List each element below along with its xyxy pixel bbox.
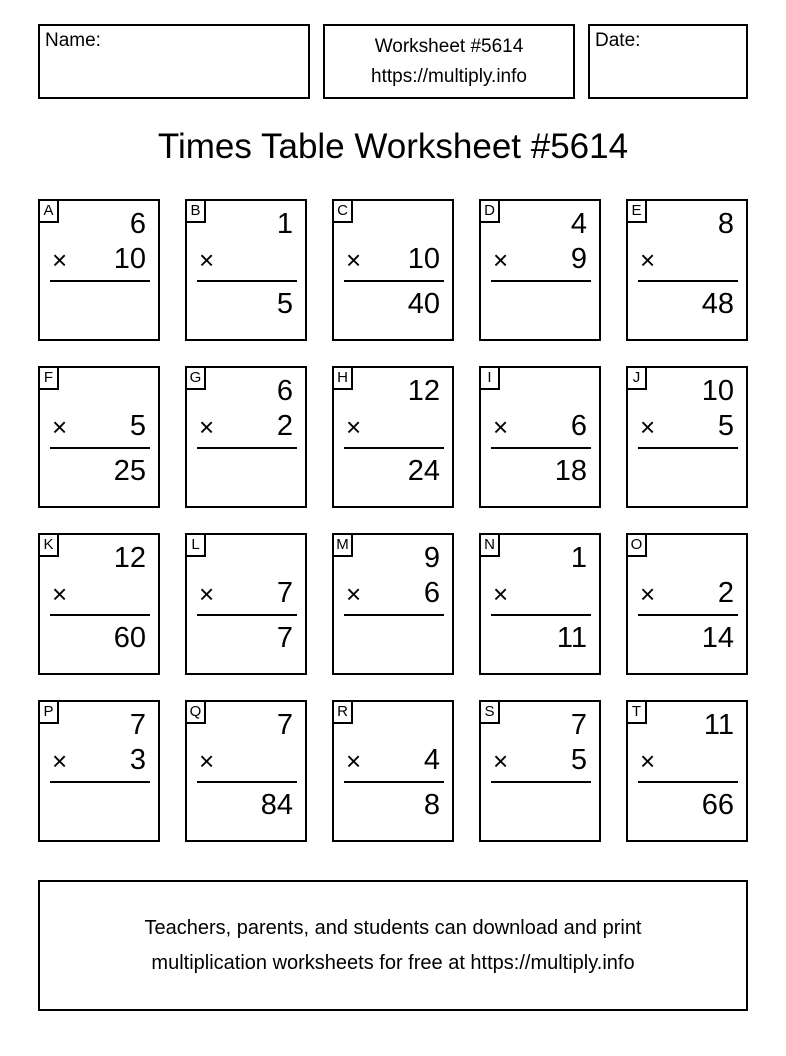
footer-line-1: Teachers, parents, and students can download and print [144,916,642,939]
bottom-factor: 6 [570,410,587,442]
problem-k [38,533,160,675]
top-factor: 1 [276,208,293,240]
product: 48 [701,288,734,320]
answer-line [638,781,738,783]
bottom-factor: 2 [717,577,734,609]
date-label: Date: [595,30,641,51]
problem-letter: N [481,535,500,557]
times-symbol: × [640,746,656,776]
problem-letter: G [187,368,206,390]
top-factor: 6 [129,208,146,240]
problem-letter: B [187,201,206,223]
problem-letter: S [481,702,500,724]
page-title: Times Table Worksheet #5614 [157,127,629,166]
answer-line [197,614,297,616]
answer-line [638,280,738,282]
top-factor: 7 [276,709,293,741]
times-symbol: × [493,412,509,442]
product: 18 [554,455,587,487]
problem-s [479,700,601,842]
problem-letter: E [628,201,647,223]
top-factor: 10 [701,375,734,407]
problem-letter: D [481,201,500,223]
bottom-factor: 3 [129,744,146,776]
bottom-factor: 10 [407,243,440,275]
answer-line [344,447,444,449]
product: 5 [276,288,293,320]
product: 8 [423,789,440,821]
name-field-box[interactable] [38,24,310,99]
times-symbol: × [346,412,362,442]
problem-m [332,533,454,675]
bottom-factor: 2 [276,410,293,442]
product: 24 [407,455,440,487]
times-symbol: × [199,579,215,609]
problem-letter: L [187,535,206,557]
times-symbol: × [346,746,362,776]
problem-f [38,366,160,508]
problem-e [626,199,748,341]
top-factor: 6 [276,375,293,407]
problem-n [479,533,601,675]
times-symbol: × [52,245,68,275]
answer-line [344,614,444,616]
answer-line [491,280,591,282]
answer-line [638,447,738,449]
problem-letter: F [40,368,59,390]
problem-r [332,700,454,842]
answer-line [50,781,150,783]
times-symbol: × [199,245,215,275]
problem-letter: O [628,535,647,557]
date-field-box[interactable] [588,24,748,99]
bottom-factor: 4 [423,744,440,776]
footer-line-2: multiplication worksheets for free at https://multiply.info [151,951,635,974]
problem-letter: H [334,368,353,390]
top-factor: 11 [703,709,734,741]
times-symbol: × [493,746,509,776]
times-symbol: × [346,245,362,275]
answer-line [197,447,297,449]
problem-letter: R [334,702,353,724]
problem-letter: A [40,201,59,223]
times-symbol: × [52,579,68,609]
problem-h [332,366,454,508]
answer-line [491,447,591,449]
times-symbol: × [640,579,656,609]
times-symbol: × [493,245,509,275]
problem-i [479,366,601,508]
times-symbol: × [199,746,215,776]
problem-letter: T [628,702,647,724]
top-factor: 12 [407,375,440,407]
product: 11 [556,622,587,654]
answer-line [491,781,591,783]
footer-note [38,880,748,1011]
bottom-factor: 9 [570,243,587,275]
top-factor: 12 [113,542,146,574]
times-symbol: × [640,245,656,275]
top-factor: 4 [570,208,587,240]
problem-letter: J [628,368,647,390]
problem-a [38,199,160,341]
problem-grid [38,199,748,842]
problem-d [479,199,601,341]
times-symbol: × [493,579,509,609]
name-label: Name: [45,30,101,51]
bottom-factor: 5 [129,410,146,442]
product: 40 [407,288,440,320]
problem-letter: M [334,535,353,557]
answer-line [344,280,444,282]
bottom-factor: 10 [113,243,146,275]
problem-c [332,199,454,341]
times-symbol: × [52,412,68,442]
bottom-factor: 5 [570,744,587,776]
answer-line [638,614,738,616]
answer-line [197,781,297,783]
product: 66 [701,789,734,821]
times-symbol: × [199,412,215,442]
top-factor: 9 [423,542,440,574]
problem-j [626,366,748,508]
times-symbol: × [640,412,656,442]
top-factor: 8 [717,208,734,240]
problem-letter: P [40,702,59,724]
top-factor: 1 [570,542,587,574]
problem-letter: Q [187,702,206,724]
answer-line [50,447,150,449]
worksheet-number: Worksheet #5614 [374,35,524,57]
product: 25 [113,455,146,487]
times-symbol: × [52,746,68,776]
product: 7 [276,622,293,654]
problem-l [185,533,307,675]
answer-line [491,614,591,616]
worksheet-info-box [323,24,575,99]
problem-b [185,199,307,341]
answer-line [197,280,297,282]
problem-letter: C [334,201,353,223]
problem-q [185,700,307,842]
bottom-factor: 7 [276,577,293,609]
bottom-factor: 6 [423,577,440,609]
answer-line [50,614,150,616]
worksheet-url: https://multiply.info [371,65,527,87]
problem-letter: I [481,368,500,390]
answer-line [50,280,150,282]
product: 14 [701,622,734,654]
product: 84 [260,789,293,821]
problem-t [626,700,748,842]
problem-o [626,533,748,675]
problem-letter: K [40,535,59,557]
times-symbol: × [346,579,362,609]
bottom-factor: 5 [717,410,734,442]
answer-line [344,781,444,783]
problem-g [185,366,307,508]
problem-p [38,700,160,842]
product: 60 [113,622,146,654]
top-factor: 7 [129,709,146,741]
top-factor: 7 [570,709,587,741]
